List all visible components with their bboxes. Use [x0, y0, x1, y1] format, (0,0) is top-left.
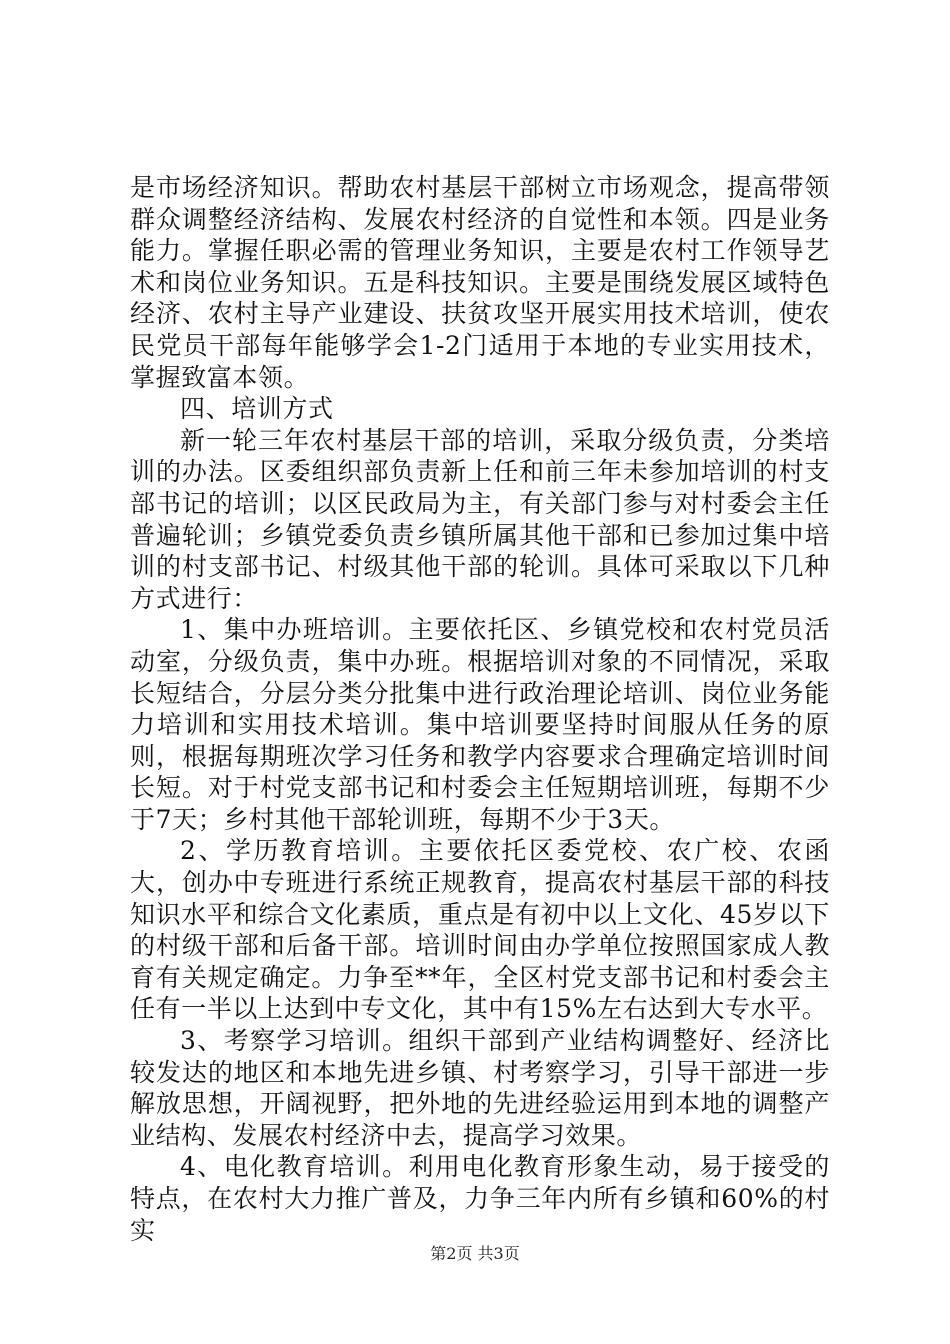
paragraph-study-tour: 3、考察学习培训。组织干部到产业结构调整好、经济比较发达的地区和本地先进乡镇、村考察学习，引导干部进一步解放思想，开阔视野，把外地的先进经验运用到本地的调整产业结构、发展农村经济中去，提高学习效果。: [130, 1026, 830, 1150]
page-footer: 第2页 共3页: [430, 1244, 520, 1263]
document-body: [130, 172, 830, 1246]
paragraph-market-knowledge: 是市场经济知识。帮助农村基层干部树立市场观念，提高带领群众调整经济结构、发展农村经济的自觉性和本领。四是业务能力。掌握任职必需的管理业务知识，主要是农村工作领导艺术和岗位业务知识。五是科技知识。主要是围绕发展区域特色经济、农村主导产业建设、扶贫攻坚开展实用技术培训，使农民党员干部每年能够学会1-2门适用于本地的专业实用技术，掌握致富本领。: [130, 173, 830, 392]
paragraph-audiovisual-education: 4、电化教育培训。利用电化教育形象生动，易于接受的特点，在农村大力推广普及，力争三年内所有乡镇和60%的村实: [130, 1152, 830, 1245]
section-heading-training-methods: 四、培训方式: [180, 394, 334, 424]
paragraph-training-overview: 新一轮三年农村基层干部的培训，采取分级负责，分类培训的办法。区委组织部负责新上任和前三年未参加培训的村支部书记的培训；以区民政局为主，有关部门参与对村委会主任普遍轮训；乡镇党委负责乡镇所属其他干部和已参加过集中培训的村支部书记、村级其他干部的轮训。具体可采取以下几种方式进行：: [130, 425, 830, 613]
paragraph-centralized-training: 1、集中办班培训。主要依托区、乡镇党校和农村党员活动室，分级负责，集中办班。根据培训对象的不同情况，采取长短结合，分层分类分批集中进行政治理论培训、岗位业务能力培训和实用技术培训。集中培训要坚持时间服从任务的原则，根据每期班次学习任务和教学内容要求合理确定培训时间长短。对于村党支部书记和村委会主任短期培训班，每期不少于7天；乡村其他干部轮训班，每期不少于3天。: [130, 615, 830, 834]
paragraph-academic-education: 2、学历教育培训。主要依托区委党校、农广校、农函大，创办中专班进行系统正规教育，提高农村基层干部的科技知识水平和综合文化素质，重点是有初中以上文化、45岁以下的村级干部和后备干部。培训时间由办学单位按照国家成人教育有关规定确定。力争至**年，全区村党支部书记和村委会主任有一半以上达到中专文化，其中有15%左右达到大专水平。: [130, 836, 830, 1024]
